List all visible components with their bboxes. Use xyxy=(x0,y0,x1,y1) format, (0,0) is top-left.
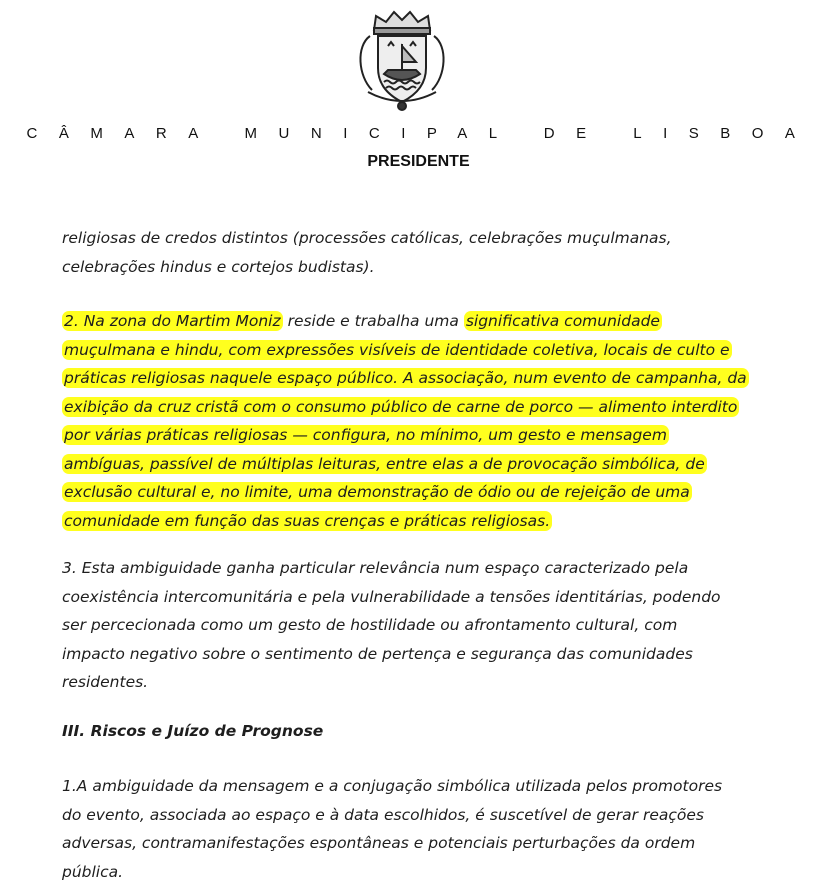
highlighted-text: exibição da cruz cristã com o consumo público de carne de porco — alimento interdito xyxy=(64,397,738,416)
text-line: adversas, contramanifestações espontâneas e potenciais perturbações da ordem xyxy=(62,834,696,852)
text-line xyxy=(62,421,792,450)
lisbon-coat-of-arms-icon xyxy=(352,6,452,112)
role-title: PRESIDENTE xyxy=(367,153,470,170)
paragraph-2-highlighted xyxy=(62,307,792,535)
text-line xyxy=(62,364,792,393)
plain-text: reside e trabalha uma xyxy=(282,312,464,330)
section-heading: III. Riscos e Juízo de Prognose xyxy=(62,722,324,740)
text-line: 1.A ambiguidade da mensagem e a conjugação simbólica utilizada pelos promotores xyxy=(62,777,723,795)
highlighted-text: comunidade em função das suas crenças e práticas religiosas. xyxy=(64,511,551,530)
text-line: religiosas de credos distintos (processões católicas, celebrações muçulmanas, xyxy=(62,229,672,247)
text-line xyxy=(62,507,792,536)
text-line: do evento, associada ao espaço e à data escolhidos, é suscetível de gerar reações xyxy=(62,805,704,824)
paragraph-4 xyxy=(62,772,792,886)
organization-name: CÂMARA MUNICIPAL DE LISBOA xyxy=(26,125,817,142)
text-line: coexistência intercomunitária e pela vulnerabilidade a tensões identitárias, podendo xyxy=(62,587,721,606)
text-line: residentes. xyxy=(62,673,149,691)
text-line: pública. xyxy=(62,862,124,881)
text-line xyxy=(62,393,792,422)
paragraph-3 xyxy=(62,554,792,697)
paragraph-continuation xyxy=(62,224,792,281)
text-line: ser percecionada como um gesto de hostilidade ou afrontamento cultural, com xyxy=(62,616,678,634)
text-line xyxy=(62,307,792,336)
highlighted-text: muçulmana e hindu, com expressões visíveis de identidade coletiva, locais de culto e xyxy=(64,340,730,359)
highlighted-text: exclusão cultural e, no limite, uma demonstração de ódio ou de rejeição de uma xyxy=(64,483,690,501)
text-line: 3. Esta ambiguidade ganha particular relevância num espaço caracterizado pela xyxy=(62,559,689,577)
highlighted-text: significativa comunidade xyxy=(465,312,660,330)
text-line xyxy=(62,450,792,479)
highlighted-text: por várias práticas religiosas — configura, no mínimo, um gesto e mensagem xyxy=(64,426,667,444)
text-line: impacto negativo sobre o sentimento de pertença e segurança das comunidades xyxy=(62,644,693,663)
text-line xyxy=(62,478,792,507)
text-line xyxy=(62,336,792,365)
highlighted-text: 2. Na zona do Martim Moniz xyxy=(64,312,281,330)
highlighted-text: práticas religiosas naquele espaço público. A associação, num evento de campanha, da xyxy=(64,369,747,387)
highlighted-text: ambíguas, passível de múltiplas leituras, entre elas a de provocação simbólica, de xyxy=(64,454,705,473)
text-line: celebrações hindus e cortejos budistas). xyxy=(62,257,375,276)
